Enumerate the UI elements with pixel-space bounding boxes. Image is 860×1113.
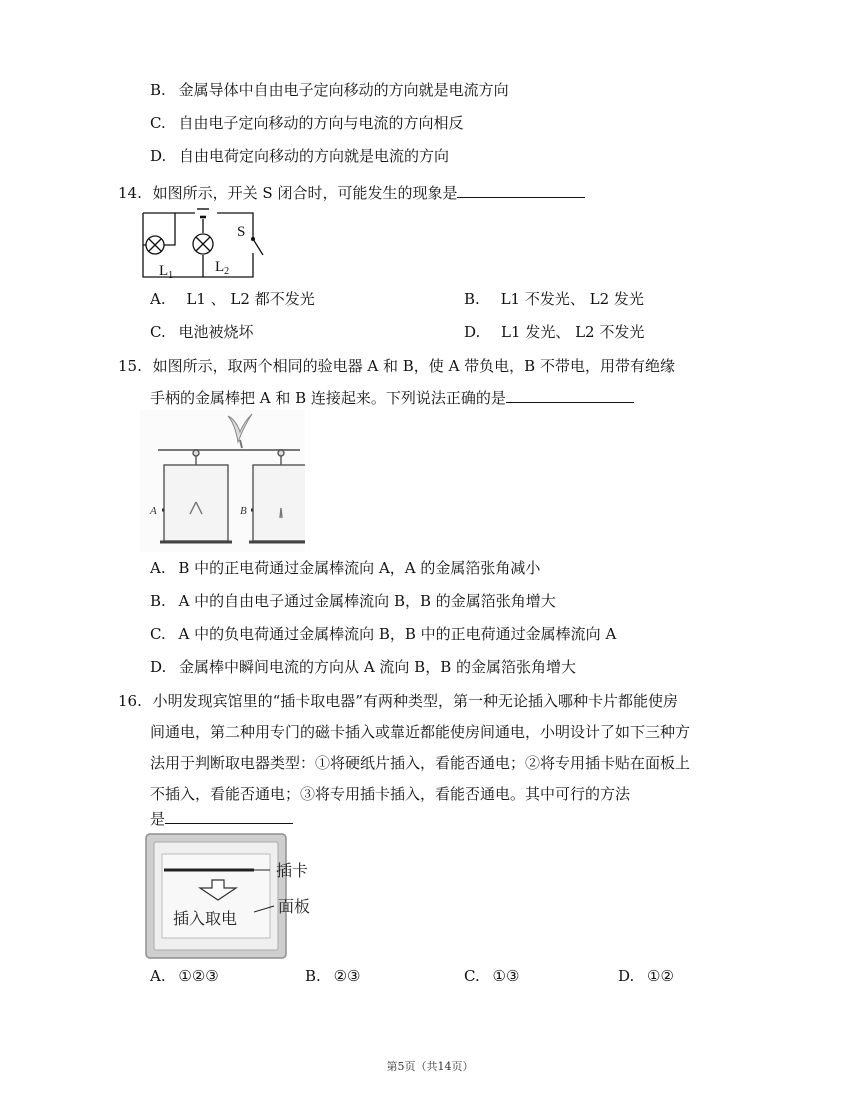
option-text: ①③ (492, 967, 520, 985)
q14-stem (118, 181, 585, 203)
option-text: 自由电荷定向移动的方向就是电流的方向 (179, 147, 450, 165)
q16-stem-line5 (150, 807, 293, 829)
q14-option-a (150, 289, 315, 309)
option-text: 电池被烧坏 (178, 323, 254, 341)
question-number: 15. (118, 357, 142, 375)
panel-label: 面板 (278, 897, 311, 916)
option-text: A 中的负电荷通过金属棒流向 B，B 中的正电荷通过金属棒流向 A (178, 625, 617, 643)
option-text: ②③ (333, 967, 361, 985)
option-text: L1 发光、 L2 不发光 (501, 323, 645, 341)
question-text: 间通电，第二种用专门的磁卡插入或靠近都能使房间通电，小明设计了如下三种方 (150, 723, 691, 741)
question-text: 如图所示，取两个相同的验电器 A 和 B，使 A 带负电，B 不带电，用带有绝缘 (152, 357, 675, 375)
q16-stem-line2 (150, 722, 690, 742)
button-text: 插入取电 (173, 909, 238, 928)
q16-option-d (618, 966, 674, 986)
question-text: 不插入，看能否通电；③将专用插卡插入，看能否通电。其中可行的方法 (150, 785, 631, 803)
q16-stem-line4 (150, 784, 630, 804)
card-label: 插卡 (276, 861, 309, 880)
option-label: B. (150, 592, 166, 610)
question-number: 14. (118, 184, 142, 202)
option-label: B. (150, 81, 166, 99)
q15-electroscope-figure (140, 410, 305, 552)
option-label: D. (464, 323, 481, 341)
q16-option-c (464, 966, 519, 986)
page-footer: 第5页（共14页） (386, 1060, 474, 1073)
option-text: 金属导体中自由电子定向移动的方向就是电流方向 (178, 81, 509, 99)
option-label: C. (150, 323, 166, 341)
option-label: B. (464, 290, 480, 308)
option-text: A 中的自由电子通过金属棒流向 B，B 的金属箔张角增大 (178, 592, 556, 610)
lamp-l1-label: $L_1$ (159, 263, 174, 281)
option-text: B 中的正电荷通过金属棒流向 A，A 的金属箔张角减小 (178, 559, 541, 577)
electroscope-b-label: B (240, 505, 247, 517)
option-text: 自由电子定向移动的方向与电流的方向相反 (178, 114, 464, 132)
option-label: A. (150, 559, 166, 577)
q13-option-c (150, 113, 464, 133)
option-label: A. (150, 290, 166, 308)
q16-card-switch-figure (144, 832, 324, 960)
q13-option-b (150, 80, 509, 100)
answer-blank (457, 181, 585, 198)
question-text: 是 (150, 810, 166, 828)
option-label: B. (305, 967, 321, 985)
q15-option-a (150, 558, 540, 578)
q14-option-b (464, 289, 644, 309)
q14-option-d (464, 322, 644, 342)
q16-option-b (305, 966, 360, 986)
q16-option-a (150, 966, 219, 986)
q15-option-d (150, 657, 576, 677)
q14-circuit-figure (135, 205, 270, 283)
switch-blade (253, 239, 263, 255)
q16-stem-line3 (150, 753, 690, 773)
lamp-l2-label: $L_2$ (215, 259, 230, 277)
option-label: C. (464, 967, 480, 985)
option-text: L1 不发光、 L2 发光 (500, 290, 644, 308)
q15-option-c (150, 624, 616, 644)
question-text: 手柄的金属棒把 A 和 B 连接起来。下列说法正确的是 (150, 389, 506, 407)
q14-option-c (150, 322, 254, 342)
option-label: D. (150, 658, 167, 676)
option-text: 金属棒中瞬间电流的方向从 A 流向 B，B 的金属箔张角增大 (179, 658, 576, 676)
question-text: 小明发现宾馆里的“插卡取电器”有两种类型，第一种无论插入哪种卡片都能使房 (152, 692, 678, 710)
option-label: C. (150, 625, 166, 643)
q15-stem-line2 (150, 386, 634, 408)
option-label: D. (618, 967, 635, 985)
q13-option-d (150, 146, 449, 166)
option-label: A. (150, 967, 166, 985)
electroscope-a-label: A (150, 505, 157, 517)
question-text: 如图所示，开关 S 闭合时，可能发生的现象是 (152, 184, 458, 202)
q15-stem-line1 (118, 356, 675, 376)
question-text: 法用于判断取电器类型：①将硬纸片插入，看能否通电；②将专用插卡贴在面板上 (150, 754, 691, 772)
q16-stem-line1 (118, 691, 678, 711)
option-label: C. (150, 114, 166, 132)
option-text: ①② (647, 967, 674, 985)
option-label: D. (150, 147, 167, 165)
option-text: L1 、 L2 都不发光 (186, 290, 315, 308)
lamp-l1-text: L (159, 263, 169, 279)
option-text: ①②③ (178, 967, 219, 985)
answer-blank (165, 807, 293, 824)
q15-option-b (150, 591, 556, 611)
switch-label: S (237, 224, 246, 240)
wire (217, 213, 253, 239)
answer-blank (506, 386, 634, 403)
question-number: 16. (118, 692, 142, 710)
